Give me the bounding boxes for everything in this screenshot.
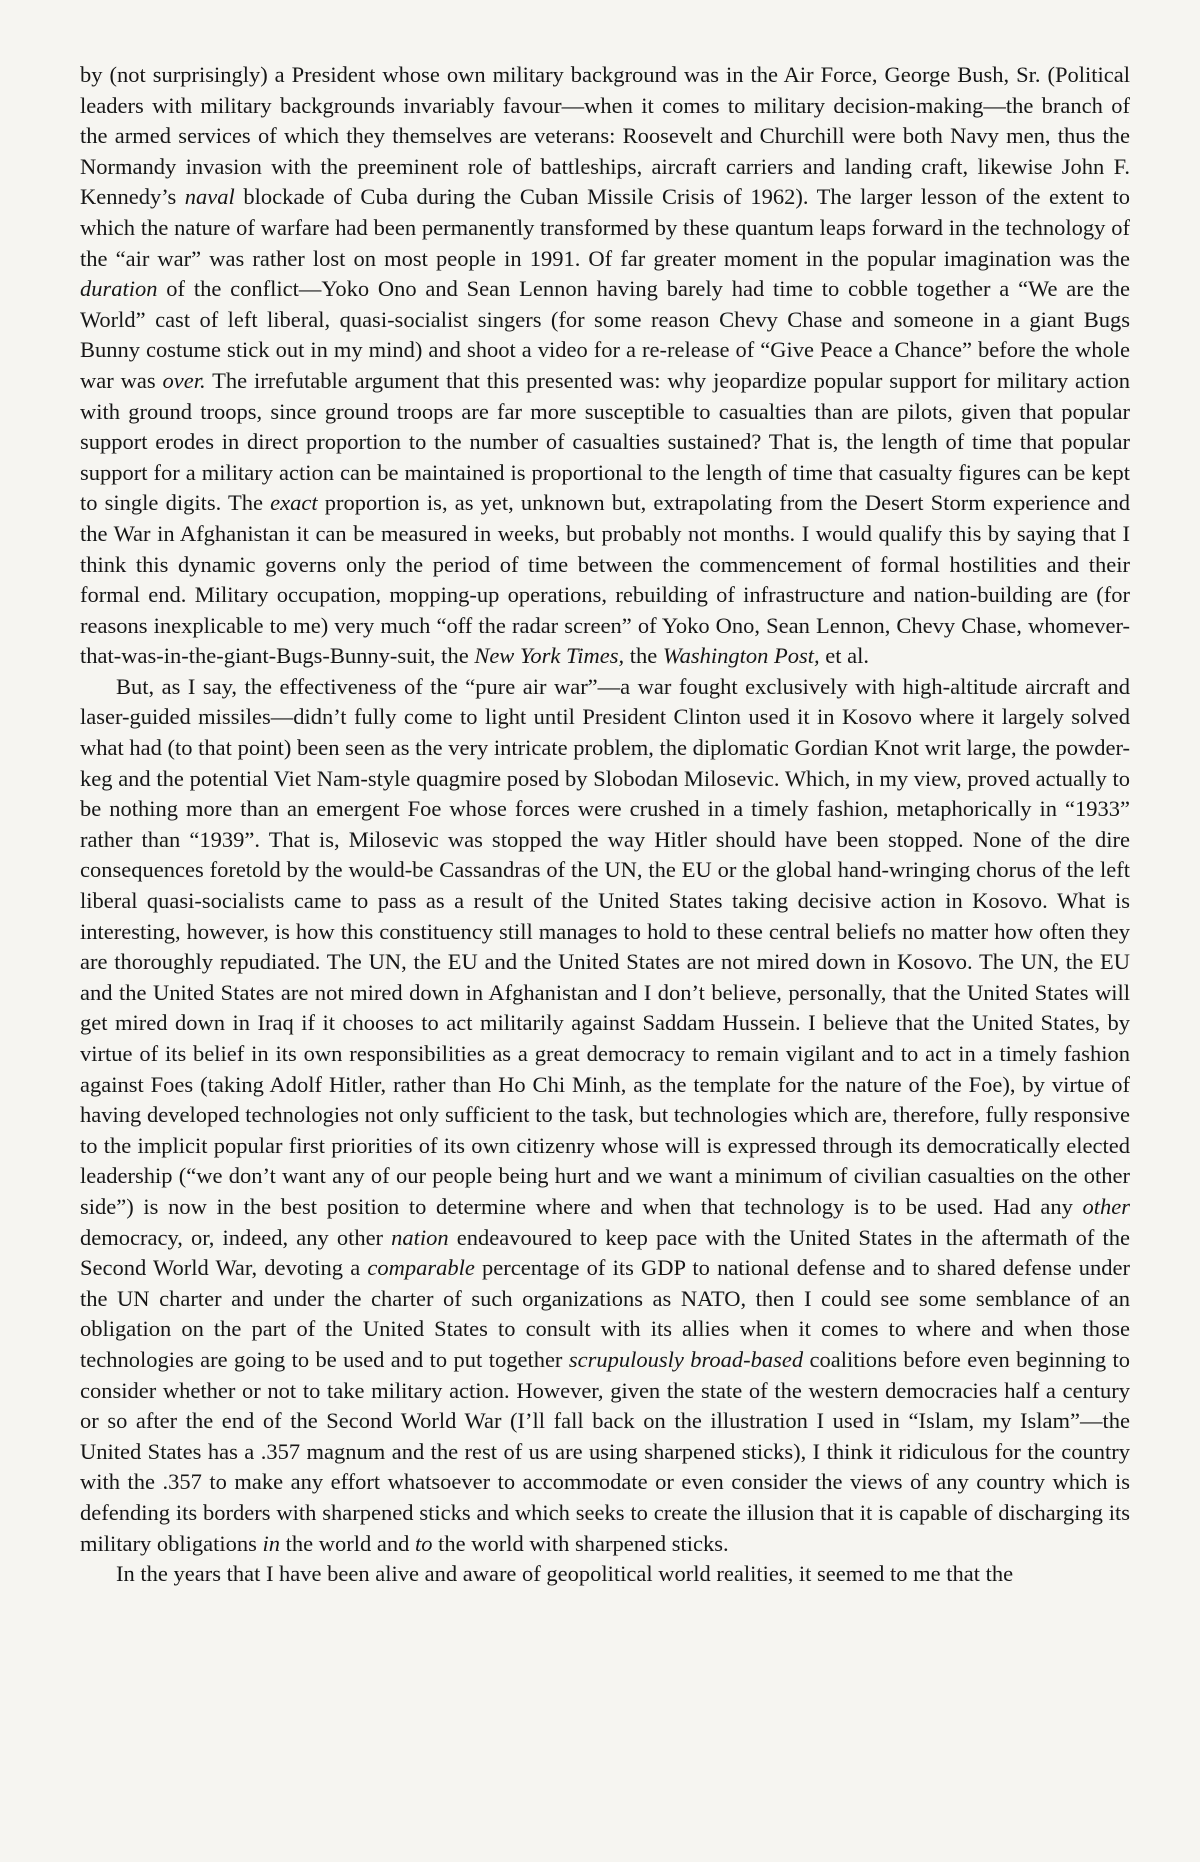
text-run-italic: Washington Post, bbox=[662, 643, 820, 669]
text-run-italic: other bbox=[1082, 1193, 1130, 1219]
text-run-italic: naval bbox=[184, 184, 235, 210]
text-run: coalitions before even beginning to consider whether or not to take military action. However, given the state of the western democracies half a century or so after the end of the Second World War (I’ll fall back on the illustration I used in “Islam, my Islam”—the United States has a .357 magnum and the rest of us are using sharpened sticks), I think it ridiculous for the country with the .357 to make any effort whatsoever to accommodate or even consider the views of any country which is defending its borders with sharpened sticks and which seeks to create the illusion that it is capable of discharging its military obligations bbox=[80, 1346, 1130, 1556]
text-run: proportion is, as yet, unknown but, extrapolating from the Desert Storm experience and the War in Afghanistan it can be measured in weeks, but probably not months. I would qualify this by saying that I think this dynamic governs only the period of time between the commencement of formal hostilities and their formal end. Military occupation, mopping-up operations, rebuilding of infrastructure and nation-building are (for reasons inexplicable to me) very much “off the radar screen” of Yoko Ono, Sean Lennon, Chevy Chase, whomever-that-was-in-the-giant-Bugs-Bunny-suit, the bbox=[80, 490, 1130, 669]
text-run: of the conflict—Yoko Ono and Sean Lennon having barely had time to cobble together a “We are the World” cast of left liberal, quasi-socialist singers (for some reason Chevy Chase and someone in a giant Bugs Bunny costume stick out in my mind) and shoot a video for a re-release of “Give Peace a Chance” before the whole war was bbox=[80, 276, 1130, 393]
text-run-italic: in bbox=[262, 1530, 280, 1556]
text-run-italic: duration bbox=[80, 276, 158, 302]
paragraph-2 bbox=[80, 672, 1130, 1559]
text-run-italic: nation bbox=[391, 1224, 449, 1250]
text-run: blockade of Cuba during the Cuban Missile Crisis of 1962). The larger lesson of the extent to which the nature of warfare had been permanently transformed by these quantum leaps forward in the technology of the “air war” was rather lost on most people in 1991. Of far greater moment in the popular imagination was the bbox=[80, 184, 1130, 271]
text-run: by (not surprisingly) a President whose own military background was in the Air Force, George Bush, Sr. (Political leaders with military backgrounds invariably favour—when it comes to military decision-making—the branch of the armed services of which they themselves are veterans: Roosevelt and Churchill were both Navy men, thus the Normandy invasion with the preeminent role of battleships, aircraft carriers and landing craft, likewise John F. Kennedy’s bbox=[80, 62, 1130, 210]
text-run: But, as I say, the effectiveness of the “pure air war”—a war fought exclusively with high-altitude aircraft and laser-guided missiles—didn’t fully come to light until President Clinton used it in Kosovo where it largely solved what had (to that point) been seen as the very intricate problem, the diplomatic Gordian Knot writ large, the powder-keg and the potential Viet Nam-style quagmire posed by Slobodan Milosevic. Which, in my view, proved actually to be nothing more than an emergent Foe whose forces were crushed in a timely fashion, metaphorically in “1933” rather than “1939”. That is, Milosevic was stopped the way Hitler should have been stopped. None of the dire consequences foretold by the would-be Cassandras of the UN, the EU or the global hand-wringing chorus of the left liberal quasi-socialists came to pass as a result of the United States taking decisive action in Kosovo. What is interesting, however, is how this constituency still manages to hold to these central beliefs no matter how often they are thoroughly repudiated. The UN, the EU and the United States are not mired down in Kosovo. The UN, the EU and the United States are not mired down in Afghanistan and I don’t believe, personally, that the United States will get mired down in Iraq if it chooses to act militarily against Saddam Hussein. I believe that the United States, by virtue of its belief in its own responsibilities as a great democracy to remain vigilant and to act in a timely fashion against Foes (taking Adolf Hitler, rather than Ho Chi Minh, as the template for the nature of the Foe), by virtue of having developed technologies not only sufficient to the task, but technologies which are, therefore, fully responsive to the implicit popular first priorities of its own citizenry whose will is expressed through its democratically elected leadership (“we don’t want any of our people being hurt and we want a minimum of civilian casualties on the other side”) is now in the best position to determine where and when that technology is to be used. Had any bbox=[80, 673, 1130, 1219]
text-run: democracy, or, indeed, any other bbox=[80, 1224, 392, 1250]
text-run-italic: to bbox=[414, 1530, 433, 1556]
text-run: the world with sharpened sticks. bbox=[432, 1530, 729, 1556]
text-run: percentage of its GDP to national defense and to shared defense under the UN charter and under the charter of such organizations as NATO, then I could see some semblance of an obligation on the part of the United States to consult with its allies when it comes to where and when those technologies are going to be used and to put together bbox=[80, 1255, 1130, 1372]
text-run-italic: scrupulously broad-based bbox=[568, 1346, 804, 1372]
text-run: the bbox=[624, 643, 663, 669]
page-body bbox=[80, 60, 1130, 1820]
text-run-italic: exact bbox=[270, 490, 318, 516]
text-run: The irrefutable argument that this presented was: why jeopardize popular support for military action with ground troops, since ground troops are far more susceptible to casualties than are pilots, given that popular support erodes in direct proportion to the number of casualties sustained? That is, the length of time that popular support for a military action can be maintained is proportional to the length of time that casualty figures can be kept to single digits. The bbox=[80, 367, 1130, 516]
paragraph-3 bbox=[80, 1559, 1130, 1590]
paragraph-1 bbox=[80, 60, 1130, 672]
text-run: endeavoured to keep pace with the United States in the aftermath of the Second World War, devoting a bbox=[80, 1224, 1130, 1281]
text-run: et al. bbox=[819, 643, 869, 669]
text-run: the world and bbox=[280, 1530, 415, 1556]
text-run-italic: New York Times, bbox=[474, 643, 625, 669]
text-run-italic: comparable bbox=[367, 1255, 475, 1281]
text-run: In the years that I have been alive and aware of geopolitical world realities, it seemed to me that the bbox=[116, 1561, 1014, 1587]
text-run-italic: over. bbox=[162, 367, 206, 393]
